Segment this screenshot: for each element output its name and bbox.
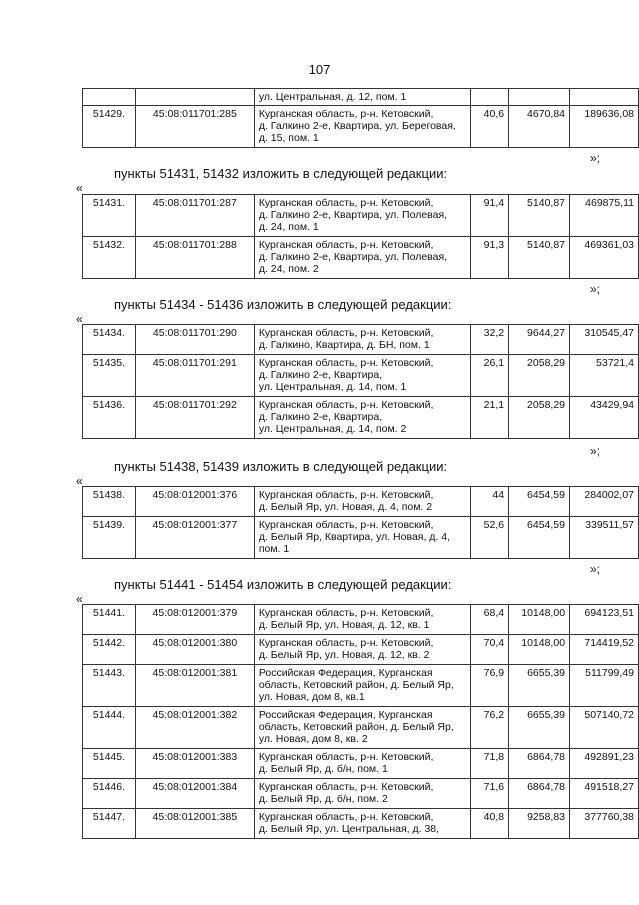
area-cell: 26,1 — [471, 355, 509, 397]
price-per-unit-cell: 4670,84 — [509, 106, 570, 148]
address-cell: Курганская область, р-н. Кетовский, д. Белый Яр, ул. Новая, д. 12, кв. 2 — [254, 635, 470, 665]
property-table — [82, 88, 639, 148]
table-row — [83, 487, 639, 517]
price-per-unit-cell: 5140,87 — [509, 237, 570, 279]
area-cell: 32,2 — [471, 325, 509, 355]
cadastral-number-cell: 45:08:012001:377 — [135, 517, 254, 559]
cadastral-number-cell: 45:08:011701:287 — [135, 195, 254, 237]
row-number-cell: 51447. — [83, 809, 136, 839]
row-number-cell: 51436. — [83, 397, 136, 439]
table-row — [83, 237, 639, 279]
address-cell: Курганская область, р-н. Кетовский, д. Белый Яр, ул. Центральная, д. 38, — [254, 809, 470, 839]
row-number-cell: 51441. — [83, 605, 136, 635]
address-cell: Российская Федерация, Курганская область, Кетовский район, д. Белый Яр, ул. Новая, дом 8, кв.1 — [254, 665, 470, 707]
cadastral-number-cell: 45:08:012001:381 — [135, 665, 254, 707]
cadastral-value-cell: 507140,72 — [570, 707, 639, 749]
address-cell: Курганская область, р-н. Кетовский, д. Белый Яр, ул. Новая, д. 4, пом. 2 — [254, 487, 470, 517]
cadastral-number-cell: 45:08:011701:292 — [135, 397, 254, 439]
price-per-unit-cell: 6864,78 — [509, 779, 570, 809]
cadastral-value-cell: 377760,38 — [570, 809, 639, 839]
property-table — [82, 324, 639, 439]
price-per-unit-cell: 6454,59 — [509, 487, 570, 517]
area-cell: 21,1 — [471, 397, 509, 439]
price-per-unit-cell: 5140,87 — [509, 195, 570, 237]
area-cell: 71,6 — [471, 779, 509, 809]
address-cell: Курганская область, р-н. Кетовский, д. Галкино 2-е, Квартира, ул. Береговая, д. 15, пом. 1 — [254, 106, 470, 148]
amendment-paragraph: пункты 51431, 51432 изложить в следующей редакции: — [114, 166, 448, 181]
address-cell: Курганская область, р-н. Кетовский, д. Белый Яр, д. б/н, пом. 1 — [254, 749, 470, 779]
amendment-paragraph: пункты 51441 - 51454 изложить в следующей редакции: — [114, 577, 452, 592]
table-row — [83, 779, 639, 809]
cadastral-number-cell: 45:08:012001:380 — [135, 635, 254, 665]
cadastral-value-cell: 43429,94 — [570, 397, 639, 439]
price-per-unit-cell — [509, 89, 570, 106]
cadastral-value-cell — [570, 89, 639, 106]
price-per-unit-cell: 6655,39 — [509, 665, 570, 707]
price-per-unit-cell: 10148,00 — [509, 635, 570, 665]
cadastral-value-cell: 491518,27 — [570, 779, 639, 809]
cadastral-number-cell: 45:08:011701:288 — [135, 237, 254, 279]
page-number: 107 — [308, 62, 331, 77]
area-cell: 76,2 — [471, 707, 509, 749]
opening-quote: « — [76, 592, 83, 606]
cadastral-value-cell: 492891,23 — [570, 749, 639, 779]
row-number-cell: 51432. — [83, 237, 136, 279]
table-row — [83, 665, 639, 707]
cadastral-value-cell: 469875,11 — [570, 195, 639, 237]
cadastral-number-cell: 45:08:012001:382 — [135, 707, 254, 749]
cadastral-number-cell: 45:08:012001:376 — [135, 487, 254, 517]
cadastral-number-cell: 45:08:012001:384 — [135, 779, 254, 809]
cadastral-value-cell: 469361,03 — [570, 237, 639, 279]
cadastral-number-cell: 45:08:012001:385 — [135, 809, 254, 839]
address-cell: Курганская область, р-н. Кетовский, д. Галкино 2-е, Квартира, ул. Полевая, д. 24, пом. 1 — [254, 195, 470, 237]
address-cell: Курганская область, р-н. Кетовский, д. Белый Яр, д. б/н, пом. 2 — [254, 779, 470, 809]
row-number-cell: 51434. — [83, 325, 136, 355]
opening-quote: « — [76, 181, 83, 195]
cadastral-number-cell: 45:08:011701:291 — [135, 355, 254, 397]
cadastral-value-cell: 310545,47 — [570, 325, 639, 355]
table-row — [83, 106, 639, 148]
area-cell: 40,6 — [471, 106, 509, 148]
closing-quote: »; — [590, 562, 601, 576]
price-per-unit-cell: 9258,83 — [509, 809, 570, 839]
table-row — [83, 749, 639, 779]
area-cell: 91,4 — [471, 195, 509, 237]
property-table — [82, 194, 639, 279]
row-number-cell: 51444. — [83, 707, 136, 749]
opening-quote: « — [76, 312, 83, 326]
address-cell: Курганская область, р-н. Кетовский, д. Белый Яр, Квартира, ул. Новая, д. 4, пом. 1 — [254, 517, 470, 559]
cadastral-value-cell: 53721,4 — [570, 355, 639, 397]
address-cell: Курганская область, р-н. Кетовский, д. Галкино 2-е, Квартира, ул. Центральная, д. 14, пом. 2 — [254, 397, 470, 439]
table-row — [83, 605, 639, 635]
row-number-cell: 51439. — [83, 517, 136, 559]
table-row — [83, 89, 639, 106]
row-number-cell: 51446. — [83, 779, 136, 809]
cadastral-value-cell: 714419,52 — [570, 635, 639, 665]
cadastral-value-cell: 511799,49 — [570, 665, 639, 707]
row-number-cell: 51431. — [83, 195, 136, 237]
row-number-cell — [83, 89, 136, 106]
price-per-unit-cell: 6655,39 — [509, 707, 570, 749]
cadastral-value-cell: 694123,51 — [570, 605, 639, 635]
closing-quote: »; — [590, 151, 601, 165]
table-row — [83, 517, 639, 559]
address-cell: Курганская область, р-н. Кетовский, д. Галкино 2-е, Квартира, ул. Центральная, д. 14, пом. 1 — [254, 355, 470, 397]
cadastral-number-cell — [135, 89, 254, 106]
price-per-unit-cell: 6864,78 — [509, 749, 570, 779]
cadastral-number-cell: 45:08:012001:383 — [135, 749, 254, 779]
row-number-cell: 51435. — [83, 355, 136, 397]
table-row — [83, 809, 639, 839]
area-cell: 71,8 — [471, 749, 509, 779]
table-row — [83, 635, 639, 665]
area-cell — [471, 89, 509, 106]
cadastral-value-cell: 339511,57 — [570, 517, 639, 559]
opening-quote: « — [76, 474, 83, 488]
area-cell: 52,6 — [471, 517, 509, 559]
closing-quote: »; — [590, 282, 601, 296]
closing-quote: »; — [590, 444, 601, 458]
property-table — [82, 486, 639, 559]
price-per-unit-cell: 2058,29 — [509, 355, 570, 397]
address-cell: Курганская область, р-н. Кетовский, д. Галкино, Квартира, д. БН, пом. 1 — [254, 325, 470, 355]
area-cell: 44 — [471, 487, 509, 517]
address-cell: ул. Центральная, д. 12, пом. 1 — [254, 89, 470, 106]
price-per-unit-cell: 2058,29 — [509, 397, 570, 439]
cadastral-value-cell: 189636,08 — [570, 106, 639, 148]
address-cell: Курганская область, р-н. Кетовский, д. Галкино 2-е, Квартира, ул. Полевая, д. 24, пом. 2 — [254, 237, 470, 279]
row-number-cell: 51442. — [83, 635, 136, 665]
table-row — [83, 707, 639, 749]
row-number-cell: 51445. — [83, 749, 136, 779]
area-cell: 40,8 — [471, 809, 509, 839]
cadastral-number-cell: 45:08:011701:285 — [135, 106, 254, 148]
table-row — [83, 195, 639, 237]
cadastral-number-cell: 45:08:012001:379 — [135, 605, 254, 635]
price-per-unit-cell: 9644,27 — [509, 325, 570, 355]
table-row — [83, 397, 639, 439]
amendment-paragraph: пункты 51438, 51439 изложить в следующей редакции: — [114, 459, 448, 474]
area-cell: 76,9 — [471, 665, 509, 707]
row-number-cell: 51438. — [83, 487, 136, 517]
area-cell: 68,4 — [471, 605, 509, 635]
price-per-unit-cell: 6454,59 — [509, 517, 570, 559]
table-row — [83, 325, 639, 355]
row-number-cell: 51443. — [83, 665, 136, 707]
price-per-unit-cell: 10148,00 — [509, 605, 570, 635]
address-cell: Российская Федерация, Курганская область, Кетовский район, д. Белый Яр, ул. Новая, дом 8, кв. 2 — [254, 707, 470, 749]
row-number-cell: 51429. — [83, 106, 136, 148]
area-cell: 70,4 — [471, 635, 509, 665]
address-cell: Курганская область, р-н. Кетовский, д. Белый Яр, ул. Новая, д. 12, кв. 1 — [254, 605, 470, 635]
table-row — [83, 355, 639, 397]
cadastral-number-cell: 45:08:011701:290 — [135, 325, 254, 355]
property-table — [82, 604, 639, 839]
cadastral-value-cell: 284002,07 — [570, 487, 639, 517]
amendment-paragraph: пункты 51434 - 51436 изложить в следующей редакции: — [114, 297, 452, 312]
area-cell: 91,3 — [471, 237, 509, 279]
